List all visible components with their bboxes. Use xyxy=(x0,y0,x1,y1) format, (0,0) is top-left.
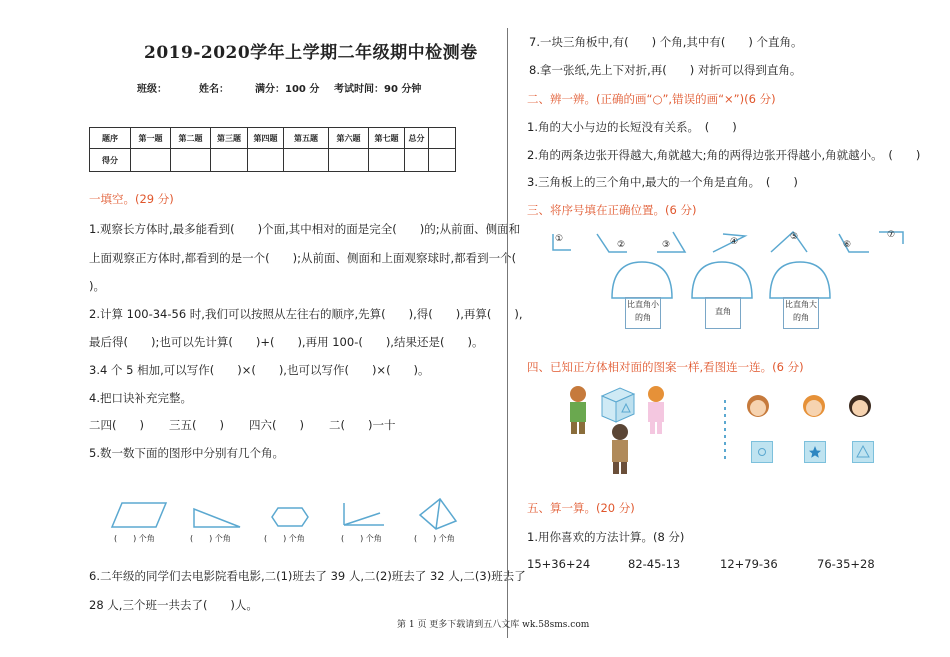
right-triangle-shape xyxy=(194,509,240,527)
mushroom-cap xyxy=(692,262,752,298)
section5-heading: 五、算一算。(20 分) xyxy=(527,501,635,515)
angle-number: ⑥ xyxy=(843,240,852,250)
angle-4 xyxy=(713,234,745,252)
q6-line1: 6.二年级的同学们去电影院看电影,二(1)班去了 39 人,二(2)班去了 32 人,二(3)班去了 xyxy=(89,569,526,583)
table-cell[interactable] xyxy=(429,149,456,172)
circle-icon xyxy=(759,449,766,456)
q1-line2: 上面观察正方体时,都看到的是一个( );从前面、侧面和上面观察球时,都看到一个( xyxy=(89,251,517,265)
q5-shapes xyxy=(100,495,470,535)
section2-heading: 二、辨一辨。(正确的画“○”,错误的画“×”)(6 分) xyxy=(527,92,776,106)
q1-line3: )。 xyxy=(89,279,105,293)
page-footer: 第 1 页 更多下载请到五八文库 wk.58sms.com xyxy=(397,620,590,630)
angle-lines-shape xyxy=(344,503,384,525)
full-score: 满分：100 分 xyxy=(255,84,320,95)
table-cell: 第七题 xyxy=(369,128,405,149)
mushroom-cap xyxy=(612,262,672,298)
q5-caption: ( ) 个角 xyxy=(414,534,455,543)
face-boy-icon xyxy=(747,395,769,417)
faces-figure xyxy=(740,392,880,422)
score-table-score-row xyxy=(90,149,456,172)
exam-time: 考试时间：90 分钟 xyxy=(334,84,422,95)
table-cell[interactable] xyxy=(284,149,329,172)
section4-heading: 四、已知正方体相对面的图案一样,看图连一连。(6 分) xyxy=(527,360,804,374)
score-table xyxy=(89,127,456,172)
mushroom-stem-smaller xyxy=(625,297,661,329)
table-cell: 得分 xyxy=(90,149,131,172)
face-star-square[interactable] xyxy=(804,441,826,463)
angle-number: ① xyxy=(555,234,564,244)
s2-q1: 1.角的大小与边的长短没有关系。 ( ) xyxy=(527,120,737,134)
table-cell: 第三题 xyxy=(211,128,248,149)
table-cell[interactable] xyxy=(171,149,211,172)
q3-text: 3.4 个 5 相加,可以写作( )×( ),也可以写作( )×( )。 xyxy=(89,363,430,377)
table-cell: 第四题 xyxy=(248,128,284,149)
table-cell[interactable] xyxy=(329,149,369,172)
calc-expression: 15+36+24 xyxy=(527,557,591,571)
face-triangle-square[interactable] xyxy=(852,441,874,463)
s2-q3: 3.三角板上的三个角中,最大的一个角是直角。 ( ) xyxy=(527,175,798,189)
q4-item: 三五( ) xyxy=(169,418,224,432)
hexagon-shape xyxy=(272,508,308,526)
angle-number: ② xyxy=(617,240,626,250)
mushroom-label: 比直角小的角 xyxy=(627,300,659,322)
q4-text: 4.把口诀补充完整。 xyxy=(89,391,192,405)
mushroom-stem-right xyxy=(705,297,741,329)
q5-caption: ( ) 个角 xyxy=(114,534,155,543)
face-boy2-icon xyxy=(849,395,871,417)
angle-5 xyxy=(771,232,807,252)
name-label: 姓名： xyxy=(199,84,229,95)
table-cell: 第五题 xyxy=(284,128,329,149)
mushroom-stem-larger xyxy=(783,297,819,329)
table-cell[interactable] xyxy=(211,149,248,172)
section3-heading: 三、将序号填在正确位置。(6 分) xyxy=(527,203,697,217)
q4-item: 二( )一十 xyxy=(329,418,396,432)
face-girl-icon xyxy=(803,395,825,417)
table-cell[interactable] xyxy=(369,149,405,172)
cube-icon xyxy=(602,388,634,422)
star-icon xyxy=(809,446,821,458)
kite-shape xyxy=(420,499,456,529)
s5-q1: 1.用你喜欢的方法计算。(8 分) xyxy=(527,530,685,544)
mushroom-label: 比直角大的角 xyxy=(785,300,817,322)
column-divider xyxy=(507,28,508,638)
child-bottom-icon xyxy=(612,424,628,474)
s2-q2: 2.角的两条边张开得越大,角就越大;角的两得边张开得越小,角就越小。 ( ) xyxy=(527,148,921,162)
angle-number: ⑦ xyxy=(887,230,896,240)
q4-item: 二四( ) xyxy=(89,418,144,432)
q5-caption: ( ) 个角 xyxy=(190,534,231,543)
table-cell[interactable] xyxy=(248,149,284,172)
q7-text: 7.一块三角板中,有( ) 个角,其中有( ) 个直角。 xyxy=(529,35,803,49)
exam-title: 2019-2020学年上学期二年级期中检测卷 xyxy=(144,43,478,63)
mushroom-label: 直角 xyxy=(715,307,731,316)
angle-number: ⑤ xyxy=(790,232,799,242)
table-cell[interactable] xyxy=(405,149,429,172)
q2-line1: 2.计算 100-34-56 时,我们可以按照从左往右的顺序,先算( ),得( ),再算( ), xyxy=(89,307,523,321)
calc-expression: 12+79-36 xyxy=(720,557,778,571)
mushroom-cap xyxy=(770,262,830,298)
calc-expression: 76-35+28 xyxy=(817,557,875,571)
section1-heading: 一填空。(29 分) xyxy=(89,192,174,206)
score-table-header-row xyxy=(90,128,456,149)
q8-text: 8.拿一张纸,先上下对折,再( ) 对折可以得到直角。 xyxy=(529,63,802,77)
parallelogram-shape xyxy=(112,503,166,527)
calc-expression: 82-45-13 xyxy=(628,557,681,571)
table-cell xyxy=(429,128,456,149)
child-right-icon xyxy=(648,386,664,434)
face-circle-square[interactable] xyxy=(751,441,773,463)
table-cell: 第二题 xyxy=(171,128,211,149)
dashed-separator xyxy=(723,400,727,460)
child-left-icon xyxy=(570,386,586,434)
q6-line2: 28 人,三个班一共去了( )人。 xyxy=(89,598,258,612)
q5-text: 5.数一数下面的图形中分别有几个角。 xyxy=(89,446,284,460)
angle-number: ④ xyxy=(730,237,739,247)
q5-caption: ( ) 个角 xyxy=(264,534,305,543)
table-cell: 题序 xyxy=(90,128,131,149)
table-cell: 总分 xyxy=(405,128,429,149)
table-cell[interactable] xyxy=(131,149,171,172)
table-cell: 第六题 xyxy=(329,128,369,149)
cube-children-figure xyxy=(560,382,680,477)
q4-item: 四六( ) xyxy=(249,418,304,432)
class-label: 班级： xyxy=(137,84,167,95)
q1-line1: 1.观察长方体时,最多能看到( )个面,其中相对的面是完全( )的;从前面、侧面和 xyxy=(89,222,521,236)
table-cell: 第一题 xyxy=(131,128,171,149)
q2-line2: 最后得( );也可以先计算( )+( ),再用 100-( ),结果还是( )。 xyxy=(89,335,484,349)
q5-caption: ( ) 个角 xyxy=(341,534,382,543)
triangle-icon xyxy=(857,446,869,457)
angle-number: ③ xyxy=(662,240,671,250)
